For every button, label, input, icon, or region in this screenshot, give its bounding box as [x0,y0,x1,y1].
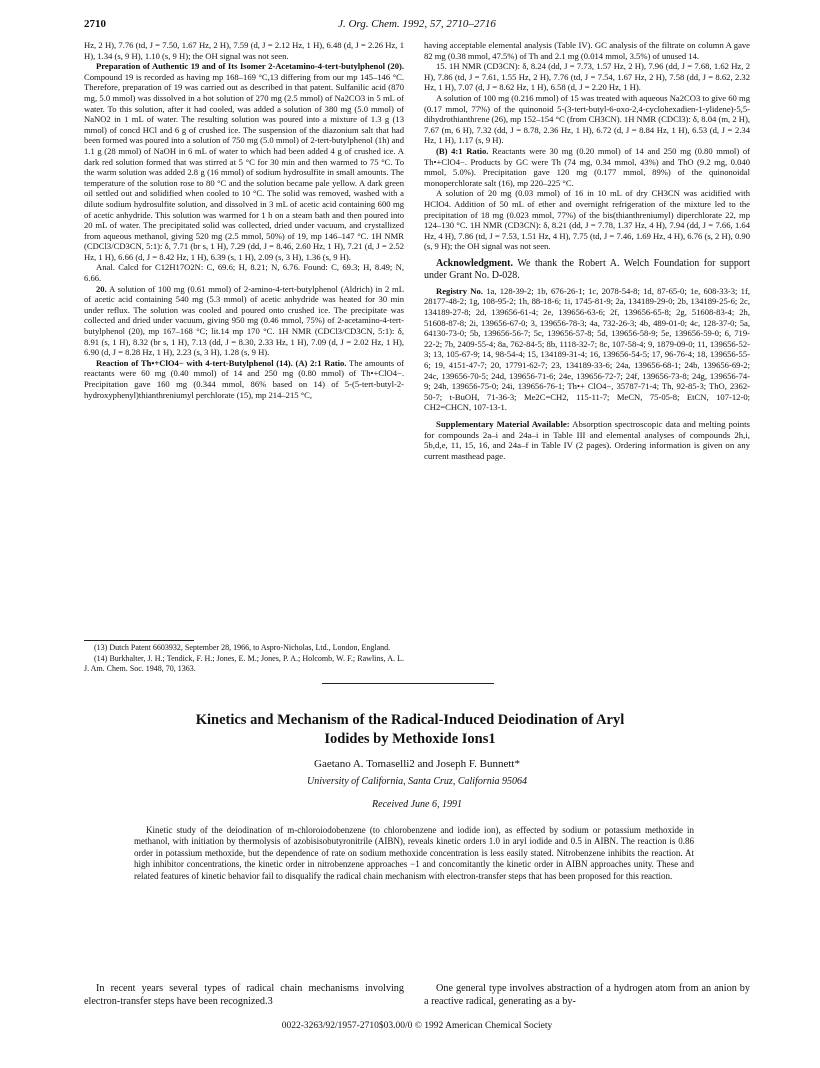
right-column [424,40,750,461]
paragraph: A solution of 20 mg (0.03 mmol) of 16 in 10 mL of dry CH3CN was acidified with HClO4. Addition of 50 mL of ether and overnight refrigeration of the mixture led to the precipitation of 18 mg (0.023 mmol, 77%) of the bis(thianthreniumyl) diperchlorate 22, mp 124–130 °C. 1H NMR (CD3CN): δ, 8.21 (dd, J = 7.78, 1.37 Hz, 4 H), 7.94 (dd, J = 7.66, 1.64 Hz, 4 H), 7.86 (td, J = 7.53, 1.51 Hz, 4 H), 7.75 (td, J = 7.46, 1.69 Hz, 4 H), 6.76 (s, 2 H), 0.90 (s, 9 H); the OH signal was not seen. [424,188,750,252]
copyright-footer: 0022-3263/92/1957-2710$03.00/0 © 1992 American Chemical Society [281,1021,553,1031]
paragraph [84,358,404,400]
paragraph-heading: Preparation of Authentic 19 and of Its Isomer 2-Acetamino-4-tert-butylphenol (20). [96,61,404,72]
paragraph: Hz, 2 H), 7.76 (td, J = 7.50, 1.67 Hz, 2 H), 7.59 (d, J = 2.12 Hz, 1 H), 6.48 (d, J = 2.26 Hz, 1 H), 1.34 (s, 9 H), 1.10 (s, 9 H); the OH signal was not seen. [84,40,404,61]
supplementary-text: Absorption spectroscopic data and melting points for compounds 2a–i and 24a–i in Table III and elemental analyses of compounds 2h,i, 5b,d,e, 11, 15, 16, and 24a–f in Table IV (2 pages). Ordering information is given on any current masthead page. [424,419,750,461]
abstract: Kinetic study of the deiodination of m-chloroiodobenzene (to chlorobenzene and iodide ion), as effected by sodium or potassium methoxide in methanol, with initiation by thermolysis of azobisisobutyronitrile (AIBN), reveals kinetic orders 1.0 in aryl iodide and 0.5 in AIBN. The reaction is 0.86 order in potassium methoxide, but the dependence of rate on sodium methoxide concentration is less easily stated. Nitrobenzene inhibits the reaction. At high inhibitor concentrations, the kinetic order in nitrobenzene approaches −1 and concomitantly the kinetic order in AIBN approaches unity. These and related features of kinetic behavior fail to disqualify the radical chain mechanism with electron-transfer steps that has been proposed for this reaction. [134,825,694,881]
registry-numbers [424,286,750,413]
paragraph-heading: 20. [96,283,107,294]
running-header [84,18,750,34]
left-column [84,40,404,400]
supplementary-material [424,419,750,461]
paragraph-text: Compound 19 is recorded as having mp 168–169 °C,13 differing from our mp 145–146 °C. Therefore, preparation of 19 was carried out as described in that patent. Sulfanilic acid (870 mg, 5.0 mmol) was dissolved in a hot solution of 270 mg (2.5 mmol) of Na2CO3 in 5 mL of water. To this solution, after it had cooled, was added a solution of 380 mg (5.0 mmol) of NaNO2 in 1 mL of water. The resulting solution was poured into a mixture of 1.3 g (13 mmol) of concd HCl and 6 g of crushed ice. The suspension of the diazonium salt that had been formed was poured into a solution of 750 mg (5.0 mmol) of 2-tert-butylphenol (1h) and 1.1 g (28 mmol) of NaOH in 6 mL of water to which had been added 4 g of crushed ice. A dark red solution formed that was stirred at 5 °C for 30 min and then warmed to 75 °C. To the warm solution was added 2.8 g (16 mmol) of sodium hydrosulfite in small amounts. The temperature of the solution rose to 80 °C and the solution became pale yellow. A dark green oil settled out and solidified when cooled to 10 °C. The solid was removed, washed with a dilute sodium hydrosulfite solution, and dissolved in 3 mL of acetic acid containing 600 mg of acetic anhydride. This solution was warmed for 1 h on a steam bath and then poured into 20 mL of water. The precipitated solid was collected, dried under vacuum, and crystallized from aqueous methanol, giving 520 mg (2.5 mmol, 50%) of 19, mp 146–147 °C. 1H NMR (CDCl3/CD3CN, 5:1): δ, 7.71 (br s, 1 H), 7.29 (dd, J = 8.46, 2.60 Hz, 1 H), 7.21 (d, J = 2.52 Hz, 1 H), 6.66 (d, J = 8.42 Hz, 1 H), 6.39 (s, 1 H), 2.09 (s, 3 H), 1.36 (s, 9 H). [84,71,404,262]
acknowledgment [424,258,750,282]
paragraph-heading: Reaction of Th•+ClO4− with 4-tert-Butylphenol (14). (A) 2:1 Ratio. [96,357,347,368]
footnotes [84,643,404,674]
paragraph [424,146,750,188]
intro-left-text: In recent years several types of radical chain mechanisms involving electron-transfer steps have been recognized.3 [84,983,404,1007]
paragraph-text: Reactants were 30 mg (0.20 mmol) of 14 and 250 mg (0.80 mmol) of Th•+ClO4−. Products by GC were Th (74 mg, 0.34 mmol, 43%) and ThO (9.2 mg, 0.040 mmol, 5.0%). Precipitation gave 120 mg (0.177 mmol, 89%) of the quinonoidal monoperchlorate salt (16), mp 220–225 °C. [424,145,750,188]
paragraph: 15. 1H NMR (CD3CN): δ, 8.24 (dd, J = 7.73, 1.57 Hz, 2 H), 7.96 (dd, J = 7.68, 1.62 Hz, 2 H), 7.86 (td, J = 7.61, 1.55 Hz, 2 H), 7.76 (td, J = 7.54, 1.67 Hz, 2 H), 7.58 (dd, J = 8.62, 2.32 Hz, 1 H), 7.07 (d, J = 8.62 Hz, 1 H), 6.58 (d, J = 2.20 Hz, 1 H). [424,61,750,93]
paragraph [84,284,404,358]
footnote: (14) Burkhalter, J. H.; Tendick, F. H.; Jones, E. M.; Jones, P. A.; Holcomb, W. F.; Rawlins, A. L. J. Am. Chem. Soc. 1948, 70, 1363. [84,653,404,673]
registry-text: 1a, 128-39-2; 1b, 676-26-1; 1c, 2078-54-8; 1d, 87-65-0; 1e, 608-33-3; 1f, 28177-48-2; 1g, 108-95-2; 1h, 88-18-6; 1i, 1745-81-9; 2a, 134189-29-0; 2b, 134189-25-6; 2c, 134189-27-8; 2d, 139656-61-4; 2e, 139656-63-6; 2f, 139656-65-8; 2g, 51608-83-4; 2h, 51608-87-8; 2i, 139656-67-0; 3, 139656-78-3; 4a, 732-26-3; 4b, 489-01-0; 4c, 128-37-0; 5a, 64130-73-0; 5b, 139656-56-7; 5c, 139656-57-8; 5d, 139656-58-9; 5e, 139656-59-0; 6, 719-22-2; 7b, 2409-55-4; 8a, 762-84-5; 8b, 1118-32-7; 8c, 107-58-4; 9, 1879-09-0; 11, 139656-52-3; 13, 105-67-9; 14, 98-54-4; 15, 134189-31-4; 16, 139656-54-5; 17, 96-76-4; 18, 139656-55-6; 19, 4151-47-7; 20, 17791-62-7; 23, 134189-33-6; 24a, 139656-68-1; 24b, 139656-69-2; 24c, 139656-70-5; 24d, 139656-71-6; 24e, 139656-72-7; 24f, 139656-73-8; 24g, 139656-74-9; 24h, 139656-75-0; 24i, 139656-76-1; Th•+ ClO4−, 35787-71-4; Th, 92-85-3; ThO, 2362-50-7; t-BuOH, 71-36-3; Me2C=CH2, 115-11-7; MeCN, 75-05-8; EtCN, 107-12-0; CH2=CHCN, 107-13-1. [424,285,750,413]
title-line: Iodides by Methoxide Ions1 [324,731,496,747]
received-date: Received June 6, 1991 [372,799,462,810]
article-title [110,711,710,749]
footnote-rule [84,640,194,641]
page-number: 2710 [84,18,106,30]
supplementary-heading: Supplementary Material Available: [436,419,570,429]
paragraph-text: The amounts of reactants were 60 mg (0.40 mmol) of 14 and 250 mg (0.80 mmol) of Th•+ClO4−. Precipitation gave 160 mg (0.344 mmol, 86% based on 14) of 5-(5-tert-butyl-2-hydroxyphenyl)thianthreniumyl perchlorate (15), mp 214–215 °C, [84,357,404,400]
paragraph: A solution of 100 mg (0.216 mmol) of 15 was treated with aqueous Na2CO3 to give 60 mg (0.17 mmol, 77%) of the quinonoid 5-(3-tert-butyl-6-oxo-2,4-cyclohexadien-1-ylidene)-5,5-dihydrothianthrene (26), mp 152–154 °C (from CH3CN). 1H NMR (CDCl3): δ, 8.04 (m, 2 H), 7.67 (m, 6 H), 7.32 (dd, J = 8.78, 2.36 Hz, 1 H), 6.72 (d, J = 8.84 Hz, 1 H), 6.53 (d, J = 2.34 Hz, 1 H), 1.17 (s, 9 H). [424,92,750,146]
acknowledgment-text: We thank the Robert A. Welch Foundation for support under Grant No. D-028. [424,257,750,281]
paragraph-heading: (B) 4:1 Ratio. [436,145,489,156]
article-separator [322,683,494,684]
affiliation: University of California, Santa Cruz, California 95064 [306,776,527,787]
authors: Gaetano A. Tomaselli2 and Joseph F. Bunnett* [314,758,520,770]
footnote: (13) Dutch Patent 6603932, September 28, 1966, to Aspro-Nicholas, Ltd., London, England. [94,643,391,652]
paragraph: Anal. Calcd for C12H17O2N: C, 69.6; H, 8.21; N, 6.76. Found: C, 69.3; H, 8.49; N, 6.66. [84,262,404,284]
journal-citation: J. Org. Chem. 1992, 57, 2710–2716 [338,18,496,30]
intro-right-text: One general type involves abstraction of a hydrogen atom from an anion by a reactive radical, generating as a by- [424,983,750,1007]
acknowledgment-heading: Acknowledgment. [436,257,513,269]
paragraph: having acceptable elemental analysis (Table IV). GC analysis of the filtrate on column A gave 82 mg (0.38 mmol, 47.5%) of Th and 2.1 mg (0.014 mmol, 3.5%) of unused 14. [424,40,750,61]
title-line: Kinetics and Mechanism of the Radical-Induced Deiodination of Aryl [195,712,625,728]
paragraph-text: A solution of 100 mg (0.61 mmol) of 2-amino-4-tert-butylphenol (Aldrich) in 2 mL of acetic acid containing 540 mg (5.3 mmol) of acetic anhydride was heated for 30 min under reflux. The solution was cooled and poured onto crushed ice. The precipitate was collected and dried under vacuum, giving 950 mg (0.46 mmol, 75%) of 2-acetamino-4-tert-butylphenol (20), mp 167–168 °C; lit.14 mp 170 °C. 1H NMR (CDCl3/CD3CN, 5:1): δ, 8.91 (s, 1 H), 8.32 (br s, 1 H), 7.13 (dd, J = 8.30, 2.33 Hz, 1 H), 7.09 (d, J = 2.02 Hz, 1 H), 6.90 (d, J = 8.28 Hz, 1 H), 2.23 (s, 3 H), 1.28 (s, 9 H). [84,283,404,358]
paragraph [84,61,404,262]
registry-heading: Registry No. [436,285,483,296]
